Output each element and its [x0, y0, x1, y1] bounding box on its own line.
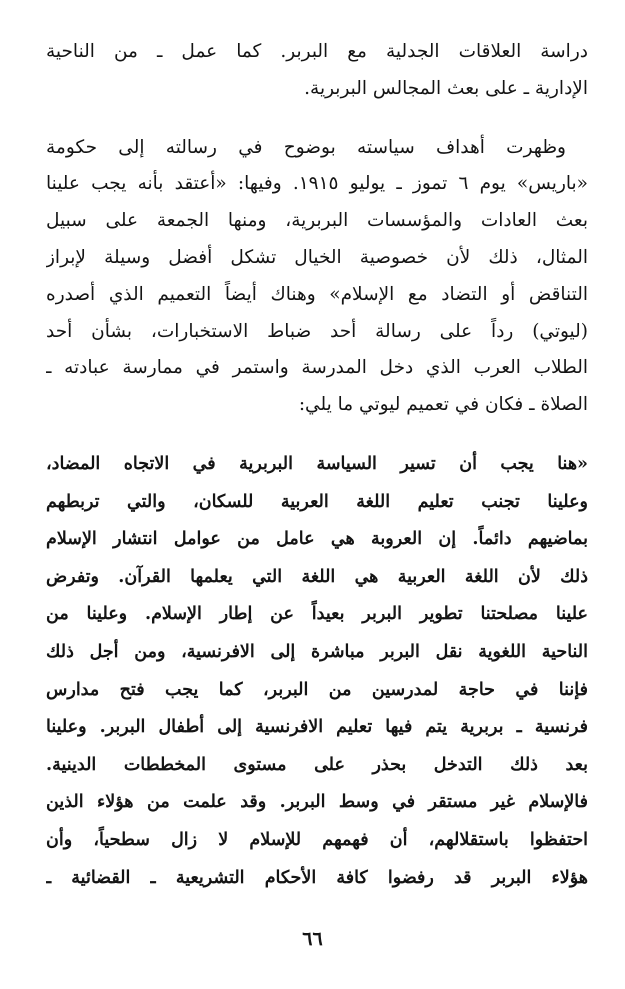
text-line: بعث العادات والمؤسسات البربرية، ومنها الجمعة على سبيل: [46, 210, 588, 232]
text-line: دراسة العلاقات الجدلية مع البربر. كما عمل ـ من الناحية: [46, 41, 588, 62]
text-line: احتفظوا باستقلالهم، أن فهمهم للإسلام لا زال سطحياً، وأن: [46, 829, 588, 850]
text-line: «باريس» يوم ٦ تموز ـ يوليو ١٩١٥. وفيها: «أعتقد بأنه يجب علينا: [46, 173, 588, 195]
text-line: المثال، ذلك لأن خصوصية الخيال تشكل أفضل وسيلة لإبراز: [46, 246, 588, 268]
text-line: (ليوتي) رداً على رسالة أحد ضباط الاستخبارات، بشأن أحد: [46, 320, 588, 342]
text-line: بعد ذلك التدخل بحذر على مستوى المخططات الدينية.: [46, 754, 588, 775]
text-line: بماضيهم دائماً. إن العروبة هي عامل من عوامل انتشار الإسلام: [46, 529, 588, 550]
text-line: فرنسية ـ بربرية يتم فيها تعليم الافرنسية إلى أطفال البربر. وعلينا: [46, 717, 588, 738]
quote-paragraph: [46, 446, 588, 897]
document-body: [46, 34, 588, 897]
text-line: علينا مصلحتنا تطوير البربر بعيداً عن إطار الإسلام. وعلينا من: [46, 604, 588, 625]
text-line: ذلك لأن اللغة العربية هي اللغة التي يعلمها القرآن. وتفرض: [46, 566, 588, 587]
text-line: الإدارية ـ على بعث المجالس البربرية.: [304, 77, 588, 99]
text-line: فالإسلام غير مستقر في وسط البربر. وقد علمت من هؤلاء الذين: [46, 792, 588, 813]
text-line: الطلاب العرب الذي دخل المدرسة واستمر في ممارسة عبادته ـ: [46, 357, 588, 379]
text-line: «هنا يجب أن تسير السياسة البربرية في الاتجاه المضاد،: [46, 453, 588, 474]
page-number: ٦٦: [302, 928, 323, 950]
text-line: الصلاة ـ فكان في تعميم ليوتي ما يلي:: [298, 394, 588, 416]
text-line: فإننا في حاجة لمدرسين من البربر، كما يجب فتح مدارس: [46, 679, 588, 700]
text-line: وعلينا تجنب تعليم اللغة العربية للسكان، والتي تربطهم: [46, 491, 588, 512]
text-line: وظهرت أهداف سياسته بوضوح في رسالته إلى حكومة: [46, 136, 566, 158]
paragraph-2: [46, 130, 588, 424]
text-line: الناحية اللغوية نقل البربر مباشرة إلى الافرنسية، ومن أجل ذلك: [46, 641, 588, 662]
text-line: هؤلاء البربر قد رفضوا كافة الأحكام التشريعية ـ القضائية ـ: [46, 867, 588, 888]
text-line: التناقض أو التضاد مع الإسلام» وهناك أيضاً التعميم الذي أصدره: [46, 283, 588, 305]
paragraph-1: [46, 34, 588, 108]
